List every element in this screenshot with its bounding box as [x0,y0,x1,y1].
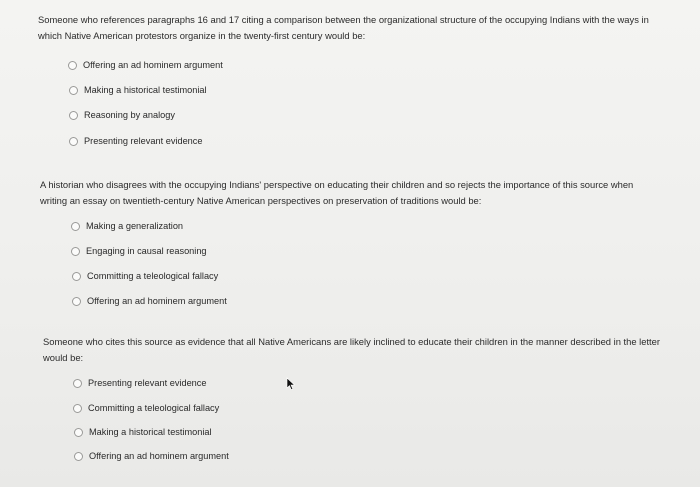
radio-button[interactable] [71,247,80,256]
question-1-prompt: Someone who references paragraphs 16 and 17 citing a comparison between the organizational structure of the occupying Indians with the ways in which Native American protestors organize in the twenty-first century would be: [38,14,649,41]
radio-button[interactable] [72,272,81,281]
question-3-prompt: Someone who cites this source as evidence that all Native Americans are likely inclined to educate their children in the manner described in the letter would be: [43,336,660,363]
question-1-option-4[interactable] [69,133,203,149]
option-label: Making a historical testimonial [84,85,207,95]
question-3-option-2[interactable] [73,400,219,416]
question-3-option-4[interactable] [74,448,229,464]
radio-button[interactable] [72,297,81,306]
option-label: Presenting relevant evidence [84,136,203,146]
radio-button[interactable] [74,452,83,461]
radio-button[interactable] [69,111,78,120]
question-2 [40,177,650,209]
radio-button[interactable] [71,222,80,231]
question-3 [43,334,668,366]
option-label: Reasoning by analogy [84,110,175,120]
question-1-option-1[interactable] [68,57,223,73]
question-2-prompt: A historian who disagrees with the occupying Indians' perspective on educating their children and so rejects the importance of this source when writing an essay on twentieth-century Native American perspectives on preservation of traditions would be: [40,179,634,206]
question-1-option-3[interactable] [69,107,175,123]
radio-button[interactable] [69,137,78,146]
radio-button[interactable] [73,404,82,413]
radio-button[interactable] [74,428,83,437]
radio-button[interactable] [69,86,78,95]
option-label: Presenting relevant evidence [88,378,207,388]
option-label: Offering an ad hominem argument [87,296,227,306]
question-2-option-4[interactable] [72,293,227,309]
question-1-option-2[interactable] [69,82,207,98]
option-label: Committing a teleological fallacy [88,403,220,413]
question-3-option-1[interactable] [73,375,207,391]
question-3-option-3[interactable] [74,424,212,440]
question-2-option-1[interactable] [71,218,183,234]
radio-button[interactable] [68,61,77,70]
radio-button[interactable] [73,379,82,388]
question-1 [38,12,670,44]
option-label: Offering an ad hominem argument [83,60,223,70]
mouse-cursor-icon [286,377,296,391]
question-2-option-2[interactable] [71,243,207,259]
option-label: Committing a teleological fallacy [87,271,219,281]
option-label: Making a generalization [86,221,184,231]
option-label: Engaging in causal reasoning [86,246,207,256]
question-2-option-3[interactable] [72,268,218,284]
option-label: Making a historical testimonial [89,427,212,437]
option-label: Offering an ad hominem argument [89,451,229,461]
